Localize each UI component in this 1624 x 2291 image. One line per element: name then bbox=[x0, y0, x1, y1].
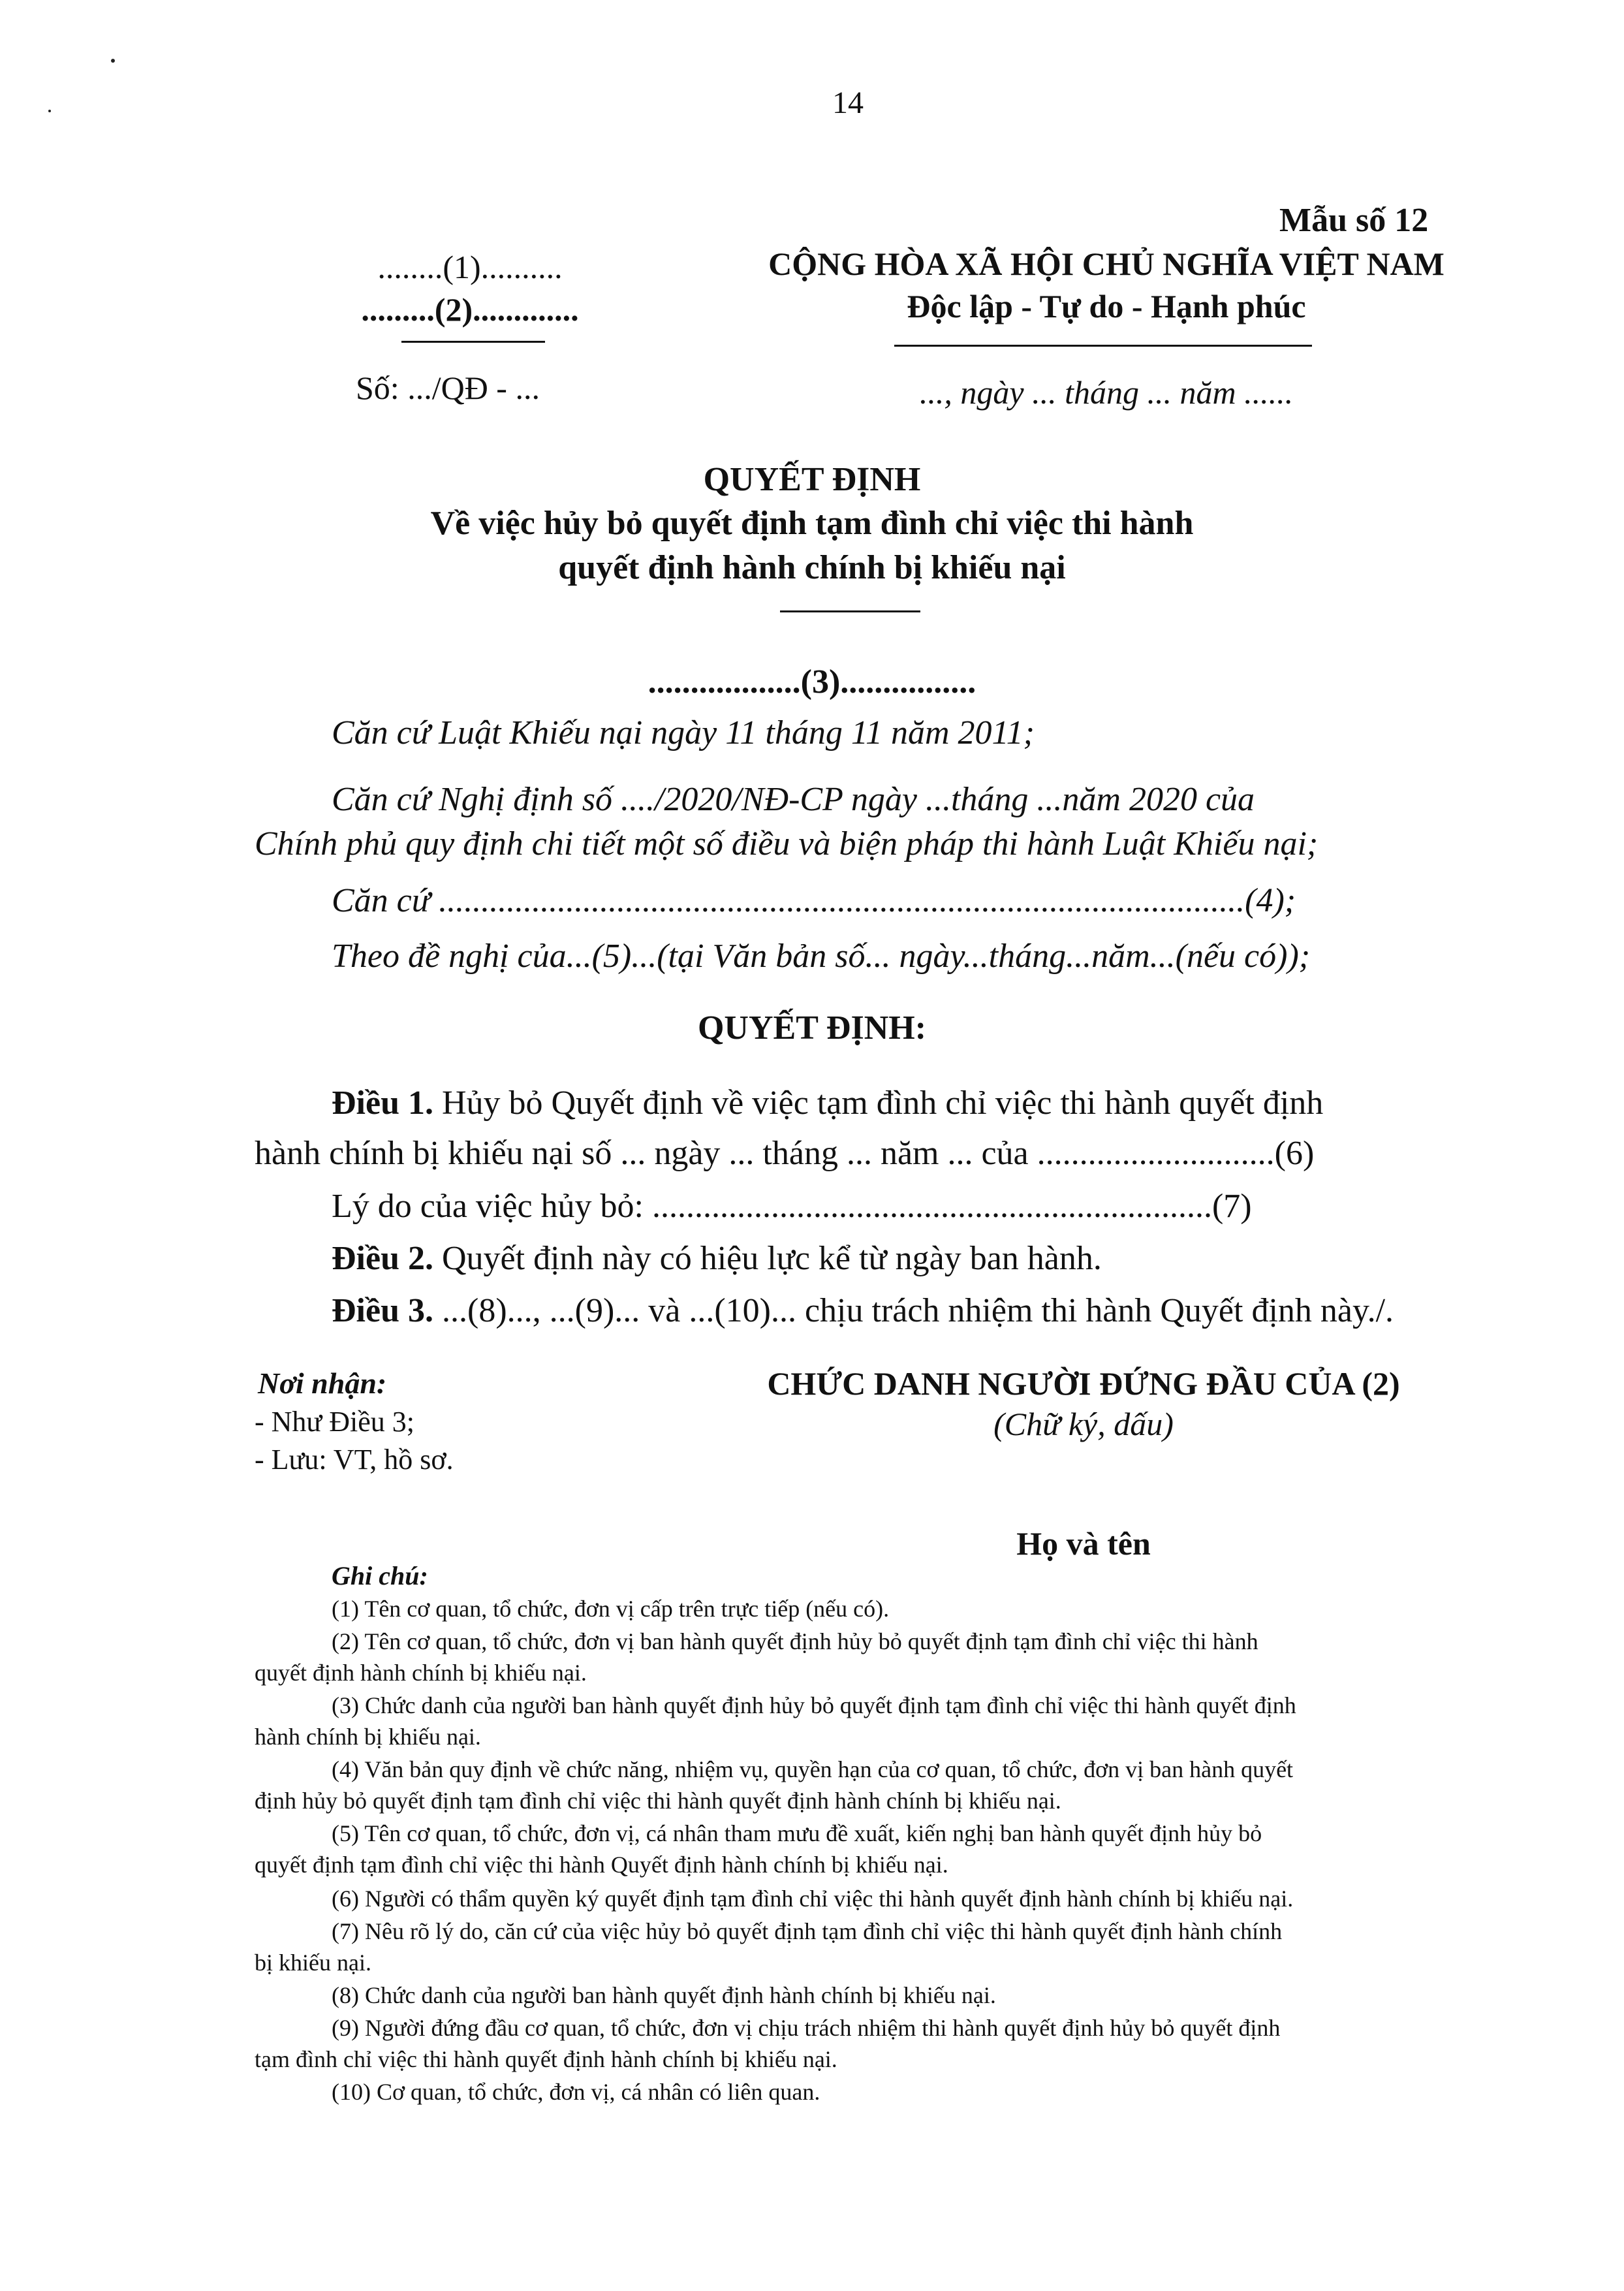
article-2-text: Quyết định này có hiệu lực kể từ ngày ban hành. bbox=[433, 1240, 1102, 1277]
issuing-authority-placeholder: ..................(3)................ bbox=[648, 663, 976, 701]
issuing-agency-placeholder: .........(2)............. bbox=[361, 291, 579, 328]
article-1-line1 bbox=[332, 1084, 1323, 1122]
note-9-line2: tạm đình chỉ việc thi hành quyết định hành chính bị khiếu nại. bbox=[255, 2046, 837, 2072]
note-2-line1: (2) Tên cơ quan, tổ chức, đơn vị ban hành quyết định hủy bỏ quyết định tạm đình chỉ việc thi hành bbox=[332, 1628, 1258, 1654]
title-rule bbox=[780, 610, 920, 612]
note-2-line2: quyết định hành chính bị khiếu nại. bbox=[255, 1660, 587, 1686]
scan-speck bbox=[111, 59, 115, 63]
decision-heading: QUYẾT ĐỊNH: bbox=[697, 1009, 927, 1047]
article-2 bbox=[332, 1239, 1102, 1278]
notes-label: Ghi chú: bbox=[332, 1561, 428, 1590]
national-motto: Độc lập - Tự do - Hạnh phúc bbox=[907, 288, 1306, 324]
article-1-label: Điều 1. bbox=[332, 1084, 433, 1122]
parent-agency-placeholder: ........(1).......... bbox=[377, 249, 563, 285]
note-4-line2: định hủy bỏ quyết định tạm đình chỉ việc thi hành quyết định hành chính bị khiếu nại. bbox=[255, 1788, 1061, 1814]
note-9-line1: (9) Người đứng đầu cơ quan, tổ chức, đơn vị chịu trách nhiệm thi hành quyết định hủy bỏ quyết định bbox=[332, 2015, 1281, 2041]
note-3-line2: hành chính bị khiếu nại. bbox=[255, 1724, 481, 1750]
recipient-item: - Lưu: VT, hồ sơ. bbox=[255, 1444, 454, 1476]
form-number: Mẫu số 12 bbox=[1279, 202, 1429, 239]
title-subject-line1: Về việc hủy bỏ quyết định tạm đình chỉ việc thi hành bbox=[430, 505, 1194, 542]
note-1: (1) Tên cơ quan, tổ chức, đơn vị cấp trên trực tiếp (nếu có). bbox=[332, 1596, 890, 1622]
title-main: QUYẾT ĐỊNH bbox=[703, 461, 921, 498]
article-1-line2: hành chính bị khiếu nại số ... ngày ... tháng ... năm ... của ............................(6) bbox=[255, 1135, 1315, 1172]
note-5-line1: (5) Tên cơ quan, tổ chức, đơn vị, cá nhân tham mưu đề xuất, kiến nghị ban hành quyết định hủy bỏ bbox=[332, 1820, 1262, 1846]
note-5-line2: quyết định tạm đình chỉ việc thi hành Quyết định hành chính bị khiếu nại. bbox=[255, 1852, 948, 1878]
document-number: Số: .../QĐ - ... bbox=[356, 370, 540, 406]
article-3-text: ...(8)..., ...(9)... và ...(10)... chịu trách nhiệm thi hành Quyết định này./. bbox=[433, 1292, 1394, 1329]
basis-decree-line2: Chính phủ quy định chi tiết một số điều và biện pháp thi hành Luật Khiếu nại; bbox=[255, 825, 1319, 862]
signature-note: (Chữ ký, dấu) bbox=[993, 1406, 1174, 1442]
title-subject-line2: quyết định hành chính bị khiếu nại bbox=[558, 549, 1066, 586]
note-6: (6) Người có thẩm quyền ký quyết định tạm đình chỉ việc thi hành quyết định hành chính bị khiếu nại. bbox=[332, 1886, 1294, 1912]
article-3 bbox=[332, 1291, 1394, 1330]
header-right-rule bbox=[894, 345, 1312, 347]
header-left-rule bbox=[401, 341, 545, 343]
note-8: (8) Chức danh của người ban hành quyết định hành chính bị khiếu nại. bbox=[332, 1982, 996, 2008]
basis-decree-line1: Căn cứ Nghị định số ..../2020/NĐ-CP ngày ...tháng ...năm 2020 của bbox=[332, 781, 1255, 818]
basis-proposal: Theo đề nghị của...(5)...(tại Văn bản số... ngày...tháng...năm...(nếu có)); bbox=[332, 938, 1311, 975]
signer-title: CHỨC DANH NGƯỜI ĐỨNG ĐẦU CỦA (2) bbox=[767, 1365, 1400, 1402]
recipient-item: - Như Điều 3; bbox=[255, 1406, 415, 1438]
place-date-line: ..., ngày ... tháng ... năm ...... bbox=[919, 374, 1294, 411]
page-number: 14 bbox=[832, 86, 864, 120]
article-2-label: Điều 2. bbox=[332, 1240, 433, 1277]
note-7-line2: bị khiếu nại. bbox=[255, 1950, 371, 1976]
basis-other: Căn cứ ...............................................................................................(4); bbox=[332, 882, 1296, 919]
note-3-line1: (3) Chức danh của người ban hành quyết định hủy bỏ quyết định tạm đình chỉ việc thi hành quyết định bbox=[332, 1692, 1296, 1718]
note-10: (10) Cơ quan, tổ chức, đơn vị, cá nhân có liên quan. bbox=[332, 2079, 820, 2105]
article-3-label: Điều 3. bbox=[332, 1292, 433, 1329]
note-7-line1: (7) Nêu rõ lý do, căn cứ của việc hủy bỏ quyết định tạm đình chỉ việc thi hành quyết định hành chính bbox=[332, 1918, 1283, 1944]
signer-name: Họ và tên bbox=[1016, 1525, 1151, 1562]
scan-speck bbox=[48, 110, 51, 112]
article-1-reason: Lý do của việc hủy bỏ: ..................................................................(7) bbox=[332, 1188, 1252, 1225]
article-1-text: Hủy bỏ Quyết định về việc tạm đình chỉ việc thi hành quyết định bbox=[433, 1084, 1324, 1122]
note-4-line1: (4) Văn bản quy định về chức năng, nhiệm vụ, quyền hạn của cơ quan, tổ chức, đơn vị ban hành quyết bbox=[332, 1756, 1294, 1782]
basis-law: Căn cứ Luật Khiếu nại ngày 11 tháng 11 năm 2011; bbox=[332, 714, 1035, 751]
recipients-label: Nơi nhận: bbox=[258, 1367, 387, 1400]
country-name: CỘNG HÒA XÃ HỘI CHỦ NGHĨA VIỆT NAM bbox=[768, 245, 1444, 282]
